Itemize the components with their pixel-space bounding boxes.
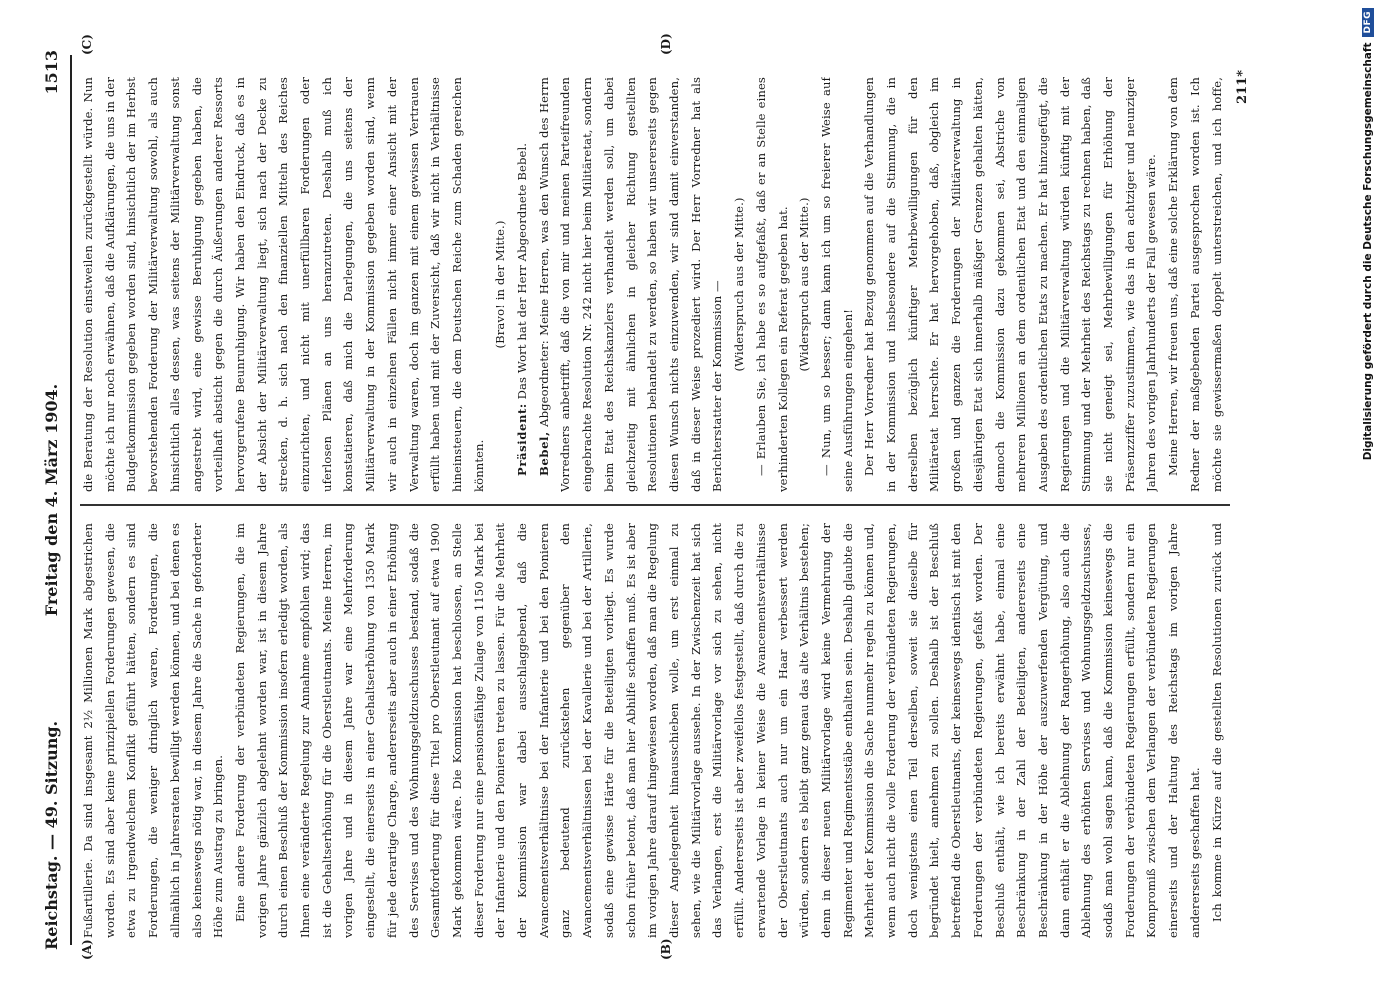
paragraph: Ich komme in Kürze auf die gestellten Resolutionen zurück und xyxy=(1209,523,1224,922)
left-column xyxy=(78,523,1228,938)
margin-mark-a: (A) xyxy=(80,939,94,960)
header-date: Freitag den 4. März 1904. xyxy=(42,383,61,617)
paragraph: — Erlauben Sie, ich habe es so aufgefaßt, daß er an Stelle eines verhinderten Kollegen ein Referat gegeben hat. xyxy=(753,77,790,492)
interjection: (Widerspruch aus der Mitte.) xyxy=(732,197,747,372)
speech-text: Abgeordneter: Meine Herren, was den Wunsch des Herrn Vorredners anbetrifft, daß die von mir und meinen Parteifreunden eingebrachte Resolution Nr. 242 nicht hier beim Militäretat, sondern beim Etat des Reichskanzlers verhandelt werden soll, um dabei gleichzeitig mit ähnlichen in gleicher Richtung gestellten Resolutionen behandelt zu werden, so haben wir unsererseits gegen diesen Wunsch nichts einzuwenden, wir sind damit einverstanden, daß in dieser Weise prozediert wird. Der Herr Vorredner hat als Berichterstatter der Kommission — xyxy=(536,77,725,492)
right-column xyxy=(78,77,1228,492)
interjection: (Widerspruch aus der Mitte.) xyxy=(797,197,812,372)
page-number: 1513 xyxy=(42,50,61,95)
speaker-paragraph xyxy=(534,77,729,492)
column-divider xyxy=(80,505,1230,507)
paragraph: Meine Herren, wir freuen uns, daß eine solche Erklärung von dem Redner der maßgebenden Partei ausgesprochen worden ist. Ich möchte sie gewissermaßen doppelt unterstreichen, und ich hoffe, xyxy=(1166,77,1224,492)
speech-text: Das Wort hat der Herr Abgeordnete Bebel. xyxy=(515,142,530,400)
paragraph: Fußartillerie. Da sind insgesamt 2½ Millionen Mark abgestrichen worden. Es sind aber keine prinzipiellen Forderungen gewesen, die etwa zu irgendwelchem Konflikt geführt hätten, sondern es sind Forderungen, die weniger dringlich waren, Forderungen, die allmählich in Jahresraten bewilligt werden können, und bei denen es also keineswegs nötig war, in diesem Jahre die Sache in geforderter Höhe zum Austrag zu bringen. xyxy=(81,523,226,938)
signature-mark: 211* xyxy=(1235,70,1250,104)
interjection: (Bravo! in der Mitte.) xyxy=(493,220,508,349)
page-header xyxy=(38,40,68,960)
paragraph: — Nun, um so besser; dann kann ich um so freierer Weise auf seine Ausführungen eingehen! xyxy=(818,77,855,492)
margin-mark-c: (C) xyxy=(80,34,94,55)
paragraph: Der Herr Vorredner hat Bezug genommen auf die Verhandlungen in der Kommission und insbesondere auf die Stimmung, die in derselben bezüglich künftiger Mehrbewilligungen für den Militäretat herrschte. Er hat hervorgehoben, daß, obgleich im großen und ganzen die Forderungen der Militärverwaltung in diesjährigen Etat sich innerhalb mäßiger Grenzen gehalten hätten, dennoch die Kommission dazu gekommen sei, Abstriche von mehreren Millionen an dem ordentlichen Etat und den einmaligen Ausgaben des ordentlichen Etats zu machen. Er hat hinzugefügt, die Regierungen und die Militärverwaltung würden künftig mit der Stimmung und der Mehrheit des Reichstags zu rechnen haben, daß sie nicht geneigt sei, Mehrbewilligungen für Erhöhung der Präsenzziffer zuzustimmen, wie das in den achtziger und neunziger Jahren des vorigen Jahrhunderts der Fall gewesen wäre. xyxy=(862,77,1159,492)
speaker-name: Präsident: xyxy=(515,403,530,476)
dfg-logo-icon: DFG xyxy=(1362,8,1374,37)
digitization-text: Digitalisierung gefördert durch die Deutsche Forschungsgemeinschaft xyxy=(1362,42,1374,461)
margin-mark-d: (D) xyxy=(659,33,673,55)
speaker-name: Bebel, xyxy=(536,431,551,476)
header-rule xyxy=(70,55,72,945)
digitization-note xyxy=(1358,0,1378,1000)
paragraph: die Beratung der Resolution einstweilen zurückgestellt würde. Nun möchte ich nur noch erwähnen, daß die Aufklärungen, die uns in der Budgetkommission gegeben worden sind, hinsichtlich der im Herbst bevorstehenden Forderung der Militärverwaltung sowohl, als auch hinsichtlich alles dessen, was seitens der Militärverwaltung sonst angestrebt wird, eine gewisse Beruhigung gegeben haben, die vorteilhaft absticht gegen die durch Äußerungen anderer Ressorts hervorgerufene Beunruhigung. Wir haben den Eindruck, daß es in der Absicht der Militärverwaltung liegt, sich nach der Decke zu strecken, d. h. sich nach den finanziellen Mitteln des Reiches einzurichten, und nicht mit unerfüllbaren Forderungen oder uferlosen Plänen an uns heranzutreten. Deshalb muß ich konstatieren, daß mich die Darlegungen, die uns seitens der Militärverwaltung in der Kommission gegeben worden sind, wenn wir auch in einzelnen Fällen nicht immer einer Ansicht mit der Verwaltung waren, doch im ganzen mit einem gewissen Vertrauen erfüllt haben und mit der Zuversicht, daß wir nicht in Verhältnisse hineinsteuern, die dem Deutschen Reiche zum Schaden gereichen könnten. xyxy=(81,77,486,492)
margin-mark-b: (B) xyxy=(659,938,673,960)
speaker-paragraph xyxy=(512,77,534,492)
paragraph: Eine andere Forderung der verbündeten Regierungen, die im vorigen Jahre gänzlich abgelehnt worden war, ist in diesem Jahre durch einen Beschluß der Kommission insofern erledigt worden, als Ihnen eine veränderte Regelung zur Annahme empfohlen wird; das ist die Gehaltserhöhung für die Oberstleutnants. Meine Herren, im vorigen Jahre und in diesem Jahre war eine Mehrforderung eingestellt, die einerseits in einer Gehaltserhöhung von 1350 Mark für jede derartige Charge, andererseits aber auch in einer Erhöhung des Servises und des Wohnungsgeldzuschusses bestand, sodaß die Gesamtforderung für diese Titel pro Oberstleutnant auf etwa 1900 Mark gekommen wäre. Die Kommission hat beschlossen, an Stelle dieser Forderung nur eine pensionsfähige Zulage von 1150 Mark bei der Infanterie und den Pionieren treten zu lassen. Für die Mehrheit der Kommission war dabei ausschlaggebend, daß die Avancementsverhältnisse bei der Infanterie und bei den Pionieren ganz bedeutend zurückstehen gegenüber den Avancementsverhältnissen bei der Kavallerie und bei der Artillerie, sodaß eine gewisse Härte für die Beteiligten vorliegt. Es wurde schon früher betont, daß man hier Abhilfe schaffen muß. Es ist aber im vorigen Jahre darauf hingewiesen worden, daß man die Regelung dieser Angelegenheit hinausschieben wolle, um erst einmal zu sehen, wie die Militärvorlage aussehe. In der Zwischenzeit hat sich das Verlangen, erst die Militärvorlage vor sich zu sehen, nicht erfüllt. Andererseits ist aber zweifellos festgestellt, daß durch die zu erwartende Vorlage in keiner Weise die Avancementsverhältnisse der Oberstleutnants auch nur um ein Haar verbessert werden würden, sondern es bleibt ganz genau das alte Verhältnis bestehen; denn in dieser neuen Militärvorlage wird keine Vermehrung der Regimenter und Regimentsstäbe enthalten sein. Deshalb glaubte die Mehrheit der Kommission die Sache nunmehr regeln zu können und, wenn auch nicht die volle Forderung der verbündeten Regierungen, doch wenigstens einen Teil derselben, soweit sie dieselbe für begründet hielt, annehmen zu sollen. Deshalb ist der Beschluß betreffend die Oberstleutnants, der keineswegs identisch ist mit den Forderungen der verbündeten Regierungen, gefaßt worden. Der Beschluß enthält, wie ich bereits erwähnt habe, einmal eine Beschränkung in der Zahl der Beteiligten, andererseits eine Beschränkung in der Höhe der auszuwerfenden Vergütung, und dann enthält er die Ablehnung der Rangerhöhung, also auch die Ablehnung des erhöhten Servises und Wohnungsgeldzuschusses, sodaß man wohl sagen kann, daß die Kommission keineswegs die Forderungen der verbündeten Regierungen erfüllt, sondern nur ein Kompromiß zwischen dem Verlangen der verbündeten Regierungen einerseits und der Haltung des Reichstags im vorigen Jahre andererseits geschaffen hat. xyxy=(232,523,1202,938)
header-session: Reichstag. — 49. Sitzung. xyxy=(42,720,61,950)
